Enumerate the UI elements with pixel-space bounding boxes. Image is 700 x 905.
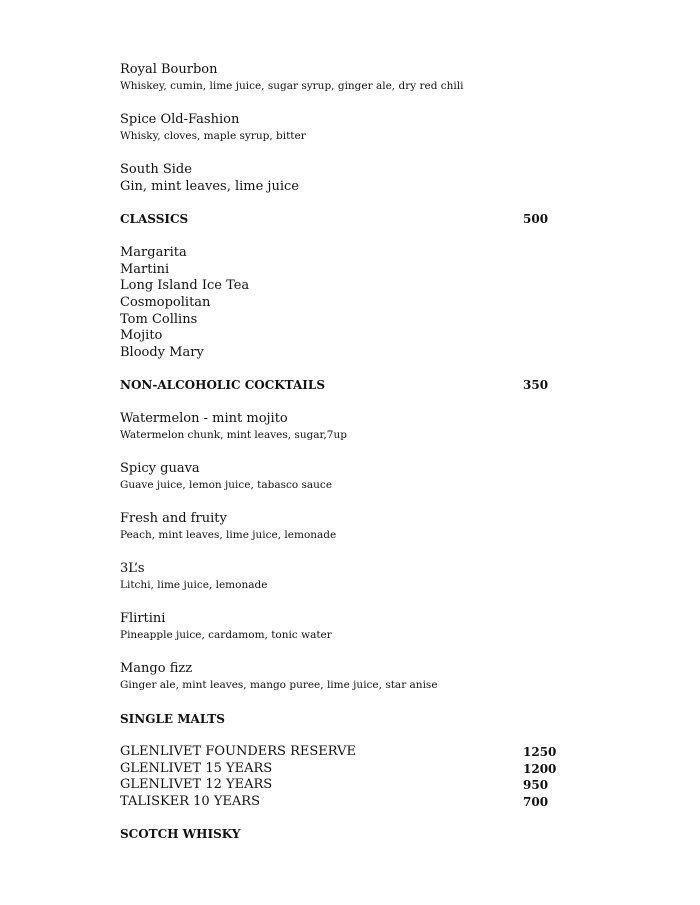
item-name: Royal Bourbon (120, 62, 218, 77)
malt-name: GLENLIVET 12 YEARS (120, 777, 273, 792)
list-item: Bloody Mary (120, 345, 204, 360)
section-price-non-alcoholic: 350 (523, 378, 549, 392)
malt-price: 700 (523, 795, 549, 809)
malt-name: GLENLIVET 15 YEARS (120, 761, 273, 776)
list-item: Long Island Ice Tea (120, 278, 250, 293)
item-description: Guave juice, lemon juice, tabasco sauce (120, 479, 333, 491)
item-name: Fresh and fruity (120, 511, 227, 526)
item-description: Gin, mint leaves, lime juice (120, 179, 299, 194)
malt-name: TALISKER 10 YEARS (120, 794, 260, 809)
list-item: Cosmopolitan (120, 295, 211, 310)
item-name: Flirtini (120, 611, 166, 626)
list-item: Margarita (120, 245, 187, 260)
section-title-classics: CLASSICS (120, 212, 189, 226)
item-description: Litchi, lime juice, lemonade (120, 579, 268, 591)
item-description: Whiskey, cumin, lime juice, sugar syrup, ginger ale, dry red chili (120, 80, 464, 92)
item-name: South Side (120, 162, 192, 177)
list-item: Tom Collins (120, 312, 198, 327)
malt-price: 1250 (523, 745, 557, 759)
item-description: Ginger ale, mint leaves, mango puree, lime juice, star anise (120, 679, 438, 691)
item-name: Mango fizz (120, 661, 193, 676)
section-title-scotch-whisky: SCOTCH WHISKY (120, 827, 241, 841)
malt-name: GLENLIVET FOUNDERS RESERVE (120, 744, 356, 759)
item-description: Pineapple juice, cardamom, tonic water (120, 629, 332, 641)
list-item: Mojito (120, 328, 163, 343)
item-description: Watermelon chunk, mint leaves, sugar,7up (120, 429, 347, 441)
item-name: 3L’s (120, 561, 145, 576)
item-description: Peach, mint leaves, lime juice, lemonade (120, 529, 337, 541)
section-title-non-alcoholic: NON-ALCOHOLIC COCKTAILS (120, 378, 325, 392)
item-name: Watermelon - mint mojito (120, 411, 288, 426)
malt-price: 950 (523, 778, 549, 792)
list-item: Martini (120, 262, 170, 277)
section-price-classics: 500 (523, 212, 549, 226)
item-description: Whisky, cloves, maple syrup, bitter (120, 130, 306, 142)
section-title-single-malts: SINGLE MALTS (120, 712, 225, 726)
item-name: Spice Old-Fashion (120, 112, 240, 127)
malt-price: 1200 (523, 762, 557, 776)
item-name: Spicy guava (120, 461, 200, 476)
